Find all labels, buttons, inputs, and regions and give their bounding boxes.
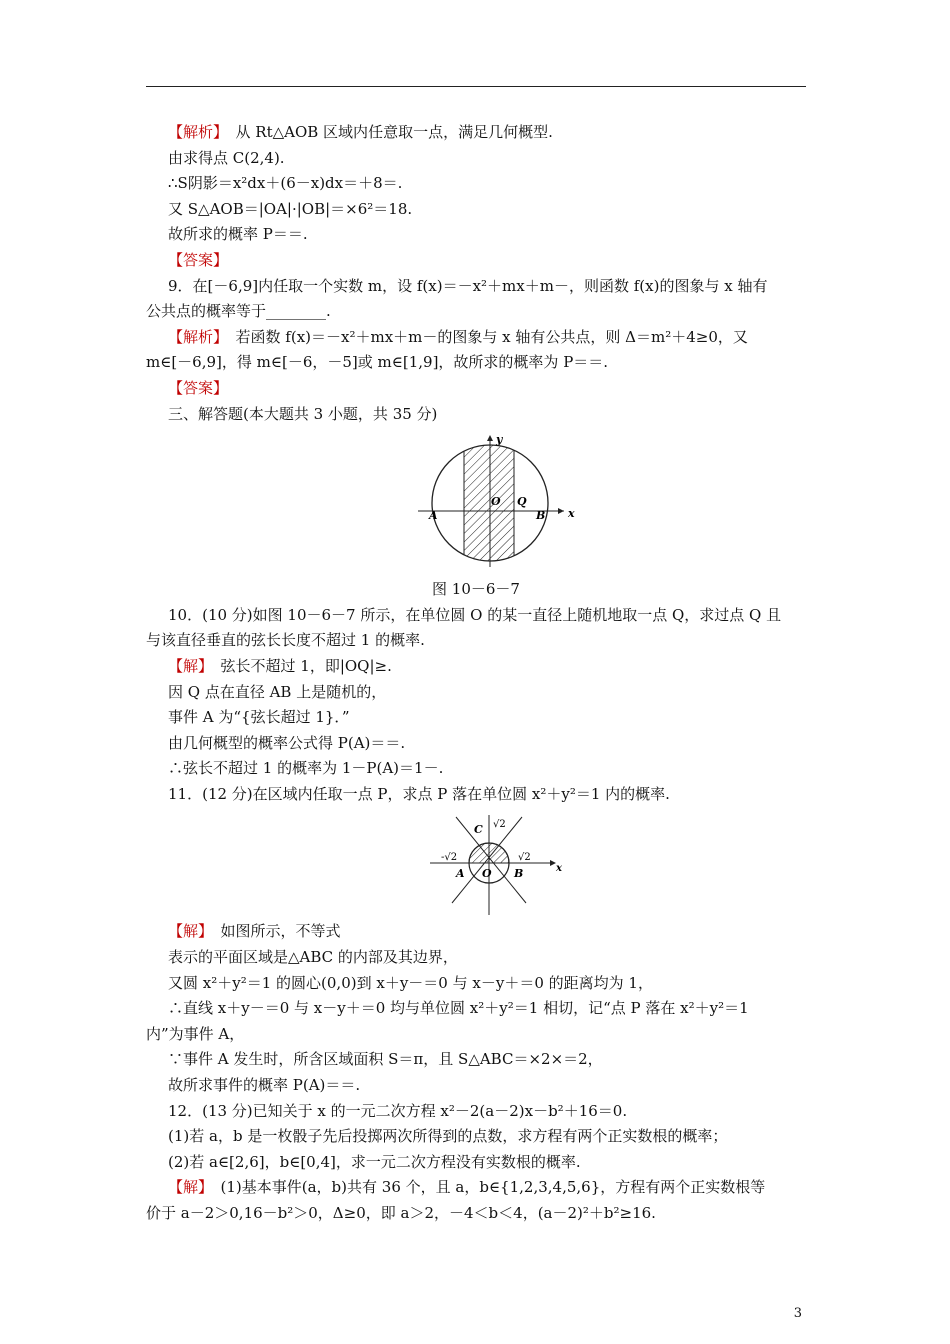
- line-bc: [456, 817, 526, 903]
- line-text: 三、解答题(本大题共 3 小题，共 35 分): [168, 404, 438, 423]
- section-tag: 【答案】: [168, 378, 229, 397]
- text-line: [146, 1022, 806, 1048]
- text-line: [146, 402, 806, 428]
- line-text: 弦长不超过 1，即|OQ|≥.: [205, 656, 392, 675]
- sqrt2-right-label: √2: [518, 852, 531, 864]
- text-line: [146, 1047, 806, 1073]
- text-line: [146, 628, 806, 654]
- line-text: 若函数 f(x)＝－x²＋mx＋m－的图象与 x 轴有公共点，则 Δ＝m²＋4≥0，又: [220, 327, 748, 346]
- text-line: [146, 971, 806, 997]
- line-text: ∴S阴影＝x²dx＋(6－x)dx＝＋8＝.: [168, 174, 403, 193]
- point-b-label: B: [536, 509, 546, 523]
- x-axis-label: x: [568, 507, 575, 521]
- text-line: [146, 1073, 806, 1099]
- x-axis-label: x: [556, 863, 562, 875]
- origin-label: O: [482, 867, 492, 881]
- section-tag: 【解】: [168, 922, 206, 941]
- text-line: [146, 1175, 806, 1201]
- line-text: 故所求事件的概率 P(A)＝＝.: [168, 1076, 361, 1095]
- text-line: [146, 731, 806, 757]
- line-text: 与该直径垂直的弦长长度不超过 1 的概率.: [146, 631, 425, 650]
- line-text: 价于 a－2＞0,16－b²＞0，Δ≥0，即 a＞2，－4＜b＜4，(a－2)²＋b²≥16.: [146, 1204, 656, 1222]
- text-line: [146, 274, 806, 300]
- text-line: [146, 171, 806, 197]
- line-text: 由几何概型的概率公式得 P(A)＝＝.: [168, 733, 406, 752]
- text-line: [146, 680, 806, 706]
- point-a-label: A: [456, 867, 465, 881]
- triangle-circle-diagram: [146, 807, 806, 919]
- text-line: [146, 222, 806, 248]
- text-line: [146, 945, 806, 971]
- unit-circle-diagram: [146, 427, 806, 577]
- point-q-label: Q: [517, 495, 527, 509]
- text-line: [146, 325, 806, 351]
- text-line: [146, 1099, 806, 1125]
- text-line: [146, 376, 806, 402]
- section-tag: 【答案】: [168, 250, 229, 269]
- line-text: 12．(13 分)已知关于 x 的一元二次方程 x²－2(a－2)x－b²＋16＝0.: [168, 1101, 628, 1120]
- text-line: [146, 350, 806, 376]
- text-line: [146, 996, 806, 1022]
- header-rule: [146, 86, 806, 87]
- text-line: [146, 654, 806, 680]
- point-b-label: B: [514, 867, 524, 881]
- line-text: 因 Q 点在直径 AB 上是随机的，: [168, 682, 387, 701]
- point-c-label: C: [474, 823, 483, 837]
- text-line: [146, 756, 806, 782]
- section-tag: 【解析】: [168, 327, 221, 346]
- line-ac: [452, 817, 522, 903]
- text-line: [146, 299, 806, 325]
- text-line: [146, 603, 806, 629]
- section-tag: 【解析】: [168, 123, 221, 141]
- figure-10-6-7: [146, 427, 806, 577]
- figure-caption: 图 10－6－7: [432, 580, 520, 599]
- line-text: ∴弦长不超过 1 的概率为 1－P(A)＝1－.: [168, 759, 444, 778]
- text-line: [146, 146, 806, 172]
- text-line: [146, 1201, 806, 1227]
- line-text: 又 S△AOB＝|OA|·|OB|＝×6²＝18.: [168, 199, 413, 218]
- line-text: 又圆 x²＋y²＝1 的圆心(0,0)到 x＋y－＝0 与 x－y＋＝0 的距离均为 1，: [168, 973, 653, 992]
- line-text: ∴直线 x＋y－＝0 与 x－y＋＝0 均与单位圆 x²＋y²＝1 相切，记“点 P 落在 x²＋y²＝1: [168, 999, 749, 1018]
- line-text: 10．(10 分)如图 10－6－7 所示，在单位圆 O 的某一直径上随机地取一点 Q，求过点 Q 且: [168, 605, 782, 624]
- text-line: [146, 248, 806, 274]
- y-axis-label: y: [496, 433, 503, 447]
- line-text: 如图所示，不等式: [205, 922, 341, 941]
- page-number: 3: [793, 1306, 802, 1321]
- text-line: [146, 1150, 806, 1176]
- figure-triangle-region: [146, 807, 806, 919]
- text-line: [146, 1124, 806, 1150]
- text-line: [146, 705, 806, 731]
- line-text: (1)基本事件(a，b)共有 36 个，且 a，b∈{1,2,3,4,5,6}，方程有两个正实数根等: [205, 1178, 766, 1197]
- neg-sqrt2-label: -√2: [441, 852, 458, 864]
- point-a-label: A: [429, 509, 438, 523]
- line-text: 事件 A 为“{弦长超过 1}．”: [168, 708, 350, 727]
- line-text: (1)若 a，b 是一枚骰子先后投掷两次所得到的点数，求方程有两个正实数根的概率；: [168, 1127, 728, 1146]
- line-text: 故所求的概率 P＝＝.: [168, 225, 308, 244]
- document-body: [146, 120, 806, 1227]
- sqrt2-top-label: √2: [493, 819, 506, 831]
- text-block-3: [146, 919, 806, 1226]
- line-text: 表示的平面区域是△ABC 的内部及其边界，: [168, 948, 458, 967]
- text-line: [146, 120, 806, 146]
- line-text: 从 Rt△AOB 区域内任意取一点，满足几何概型.: [220, 123, 553, 141]
- line-text: (2)若 a∈[2,6]，b∈[0,4]，求一元二次方程没有实数根的概率.: [168, 1152, 581, 1171]
- section-tag: 【解】: [168, 656, 206, 675]
- text-block-1: [146, 120, 806, 427]
- line-text: 9．在[－6,9]内任取一个实数 m，设 f(x)＝－x²＋mx＋m－，则函数 f(x)的图象与 x 轴有: [168, 276, 768, 295]
- text-line: [146, 197, 806, 223]
- line-text: 内”为事件 A，: [146, 1024, 245, 1043]
- text-block-2: [146, 603, 806, 808]
- origin-label: O: [491, 495, 501, 509]
- line-text: 公共点的概率等于________.: [146, 302, 331, 321]
- line-text: m∈[－6,9]，得 m∈[－6，－5]或 m∈[1,9]，故所求的概率为 P＝＝.: [146, 353, 609, 372]
- section-tag: 【解】: [168, 1178, 206, 1197]
- line-text: ∵事件 A 发生时，所含区域面积 S＝π，且 S△ABC＝×2×＝2，: [168, 1050, 603, 1069]
- line-text: 由求得点 C(2,4).: [168, 148, 285, 167]
- line-text: 11．(12 分)在区域内任取一点 P，求点 P 落在单位圆 x²＋y²＝1 内的概率.: [168, 784, 670, 803]
- text-line: [146, 919, 806, 945]
- hatched-band: [464, 437, 514, 577]
- text-line: [146, 782, 806, 808]
